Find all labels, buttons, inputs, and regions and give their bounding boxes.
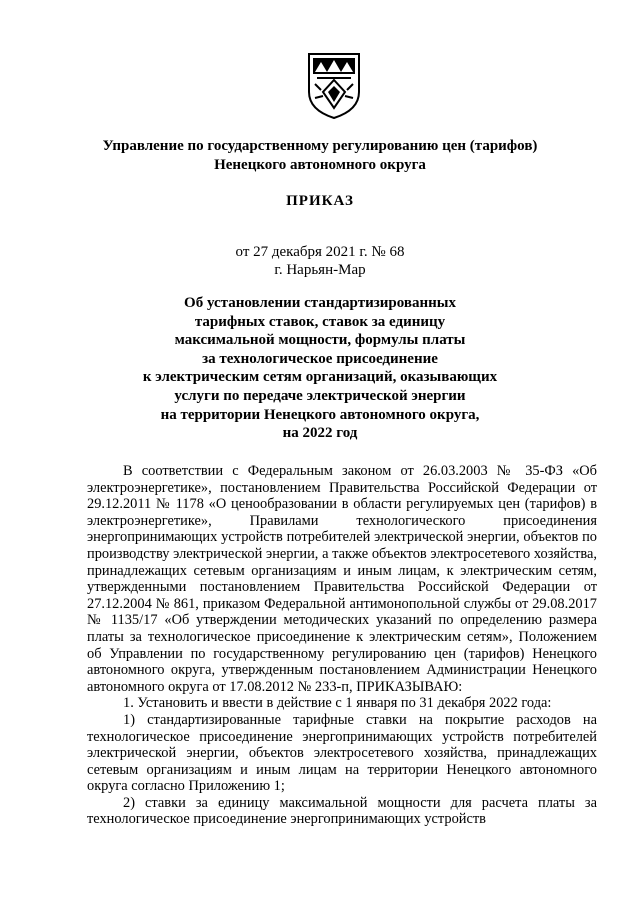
item-1: 1. Установить и ввести в действие с 1 января по 31 декабря 2022 года: bbox=[123, 695, 552, 712]
issuing-authority bbox=[60, 137, 580, 175]
document-title bbox=[60, 294, 580, 443]
document-body bbox=[87, 463, 597, 828]
title-line: к электрическим сетям организаций, оказывающих bbox=[142, 369, 498, 386]
preamble-paragraph: В соответствии с Федеральным законом от 26.03.2003 № 35-ФЗ «Об электроэнергетике», постановлением Правительства Российской Федерации от 29.12.2011 № 1178 «О ценообразовании в области регулируемых цен (тарифов) в электроэнергетике», Правилами технологического присоединения энергопринимающих устройств потребителей электрической энергии, объектов по производству электрической энергии, а также объектов электросетевого хозяйства, принадлежащих сетевым организациям и иным лицам, к электрическим сетям, утвержденными постановлением Правительства Российской Федерации от 27.12.2004 № 861, приказом Федеральной антимонопольной службы от 29.08.2017 № 1135/17 «Об утверждении методических указаний по определению размера платы за технологическое присоединение к электрическим сетям», Положением об Управлении по государственному регулированию цен (тарифов) Ненецкого автономного округа, утвержденным постановлением Администрации Ненецкого автономного округа от 17.08.2012 № 233-п, ПРИКАЗЫВАЮ: bbox=[87, 463, 597, 695]
place: г. Нарьян-Мар bbox=[274, 262, 366, 278]
date-number: от 27 декабря 2021 г. № 68 bbox=[235, 244, 405, 260]
coat-of-arms-emblem bbox=[305, 52, 363, 120]
title-line: за технологическое присоединение bbox=[202, 350, 438, 367]
title-line: Об установлении стандартизированных bbox=[184, 295, 456, 311]
authority-line-1: Управление по государственному регулированию цен (тарифов) bbox=[102, 138, 538, 154]
item-1-subitem-2: 2) ставки за единицу максимальной мощности для расчета платы за технологическое присоединение энергопринимающих устройств bbox=[87, 794, 597, 828]
title-line: тарифных ставок, ставок за единицу bbox=[194, 313, 446, 330]
date-and-place bbox=[60, 243, 580, 279]
title-line: на территории Ненецкого автономного округа, bbox=[160, 406, 480, 423]
document-type: ПРИКАЗ bbox=[286, 193, 354, 209]
title-line: услуги по передаче электрической энергии bbox=[174, 387, 466, 404]
item-1-subitem-1: 1) стандартизированные тарифные ставки на покрытие расходов на технологическое присоединение энергопринимающих устройств потребителей электрической энергии, объектов электросетевого хозяйства, принадлежащих сетевым организациям и иным лицам на территории Ненецкого автономного округа согласно Приложению 1; bbox=[87, 711, 597, 795]
title-line: на 2022 год bbox=[282, 425, 358, 442]
title-line: максимальной мощности, формулы платы bbox=[174, 332, 466, 349]
authority-line-2: Ненецкого автономного округа bbox=[214, 157, 426, 173]
